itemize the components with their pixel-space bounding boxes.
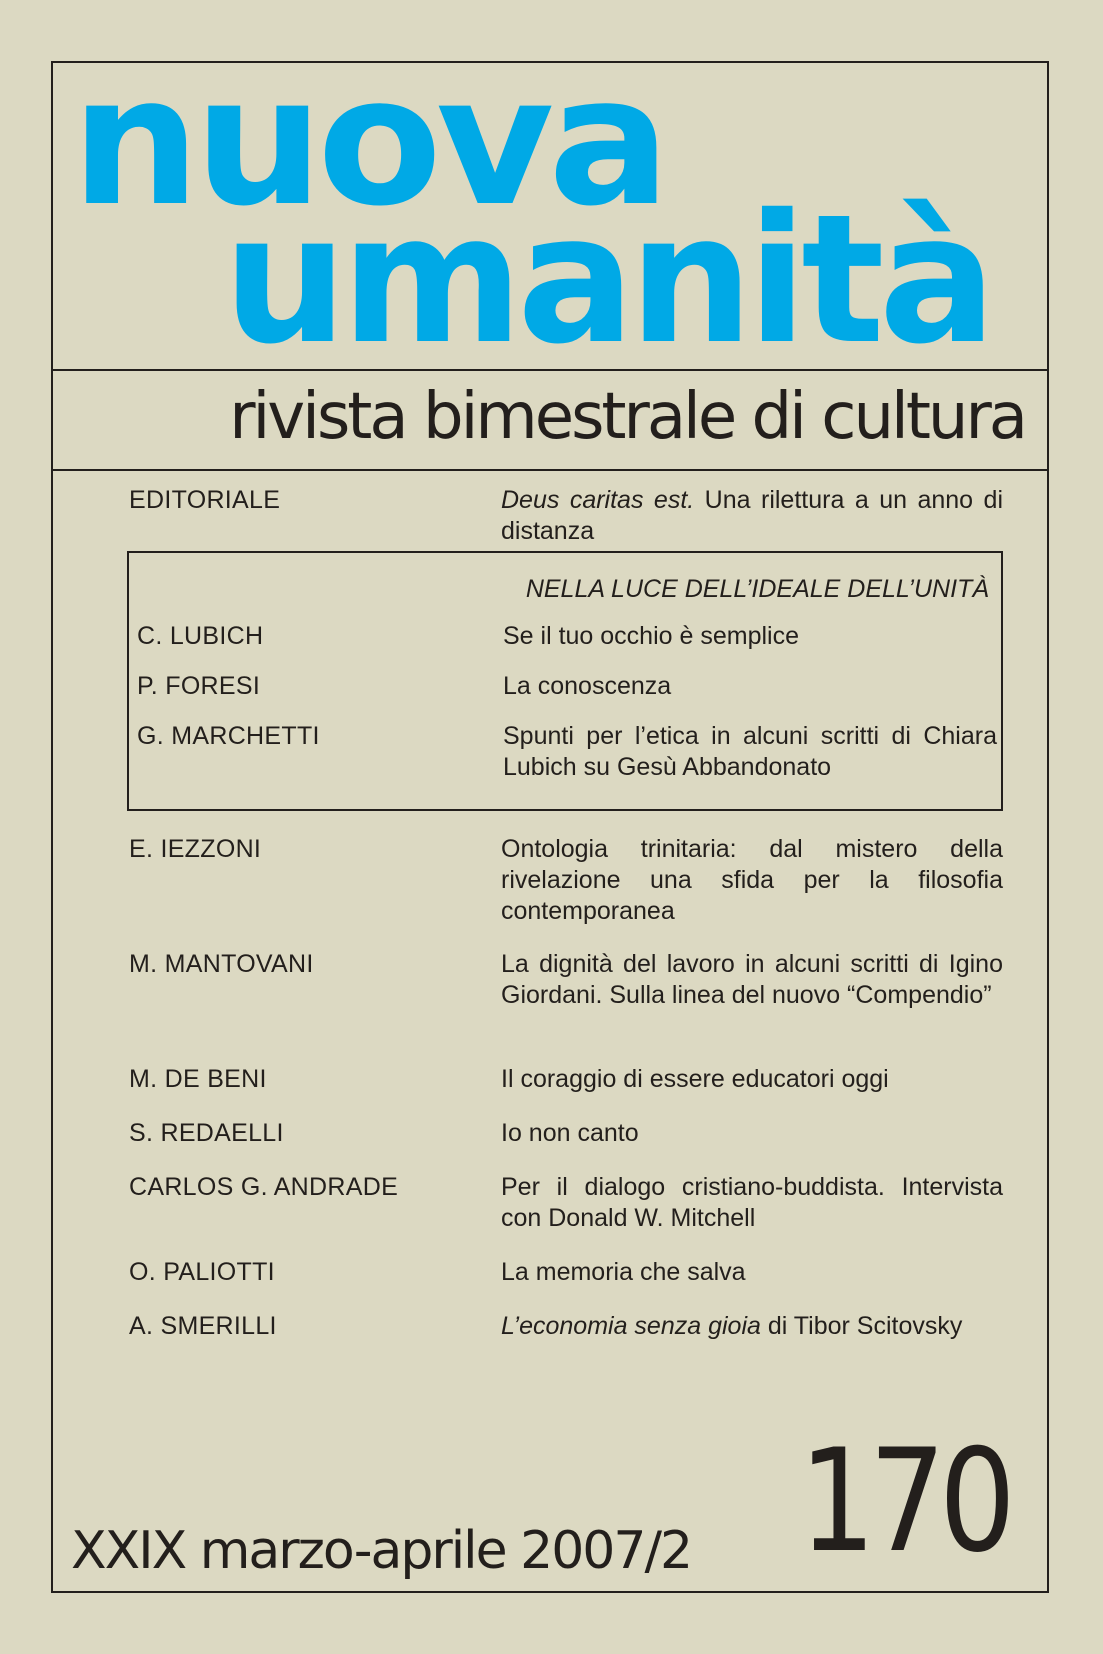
article-title: Se il tuo occhio è semplice xyxy=(503,622,799,650)
editorial-title-rest: Una rilettura a un anno di distanza xyxy=(501,486,1003,545)
article-title: La memoria che salva xyxy=(501,1258,746,1286)
editorial-title-italic: Deus caritas est. xyxy=(501,486,695,514)
masthead xyxy=(53,38,1047,383)
article-title: La conoscenza xyxy=(503,672,672,700)
section-box xyxy=(127,551,1003,811)
article-title xyxy=(501,1311,1003,1342)
article-author: O. PALIOTTI xyxy=(129,1258,275,1286)
article-author: E. IEZZONI xyxy=(129,835,262,863)
issue-number: 170 xyxy=(799,1419,1009,1584)
article-author: G. MARCHETTI xyxy=(137,722,320,750)
article-author: S. REDAELLI xyxy=(129,1119,284,1147)
article-title: Spunti per l’etica in alcuni scritti di Chiara Lubich su Gesù Abbandonato xyxy=(503,722,997,781)
article-title: Ontologia trinitaria: dal mistero della rivelazione una sfida per la filosofia contemporanea xyxy=(501,835,1003,925)
article-author: M. DE BENI xyxy=(129,1065,267,1093)
article-title: Per il dialogo cristiano-buddista. Intervista con Donald W. Mitchell xyxy=(501,1173,1003,1232)
masthead-line-1: nuova xyxy=(71,38,665,245)
editorial-label: EDITORIALE xyxy=(129,486,281,514)
divider-top xyxy=(53,369,1047,371)
article-author: P. FORESI xyxy=(137,672,261,700)
article-author: A. SMERILLI xyxy=(129,1312,277,1340)
article-title-rest: di Tibor Scitovsky xyxy=(760,1312,963,1340)
article-author: M. MANTOVANI xyxy=(129,950,314,978)
issue-date: XXIX marzo-aprile 2007/2 xyxy=(71,1521,692,1581)
section-heading: NELLA LUCE DELL’IDEALE DELL’UNITÀ xyxy=(525,575,989,603)
article-title: Io non canto xyxy=(501,1119,639,1147)
cover-frame xyxy=(51,38,1049,1593)
article-author: C. LUBICH xyxy=(137,622,264,650)
article-author: CARLOS G. ANDRADE xyxy=(129,1173,399,1201)
divider-bottom xyxy=(53,469,1047,471)
article-title-italic: L’economia senza gioia xyxy=(501,1312,761,1340)
article-title: La dignità del lavoro in alcuni scritti di Igino Giordani. Sulla linea del nuovo “Compendio” xyxy=(501,950,1003,1009)
editorial-title xyxy=(501,485,1003,547)
masthead-subtitle: rivista bimestrale di cultura xyxy=(229,380,1025,454)
article-title: Il coraggio di essere educatori oggi xyxy=(501,1065,889,1093)
masthead-line-2: umanità xyxy=(223,176,991,383)
